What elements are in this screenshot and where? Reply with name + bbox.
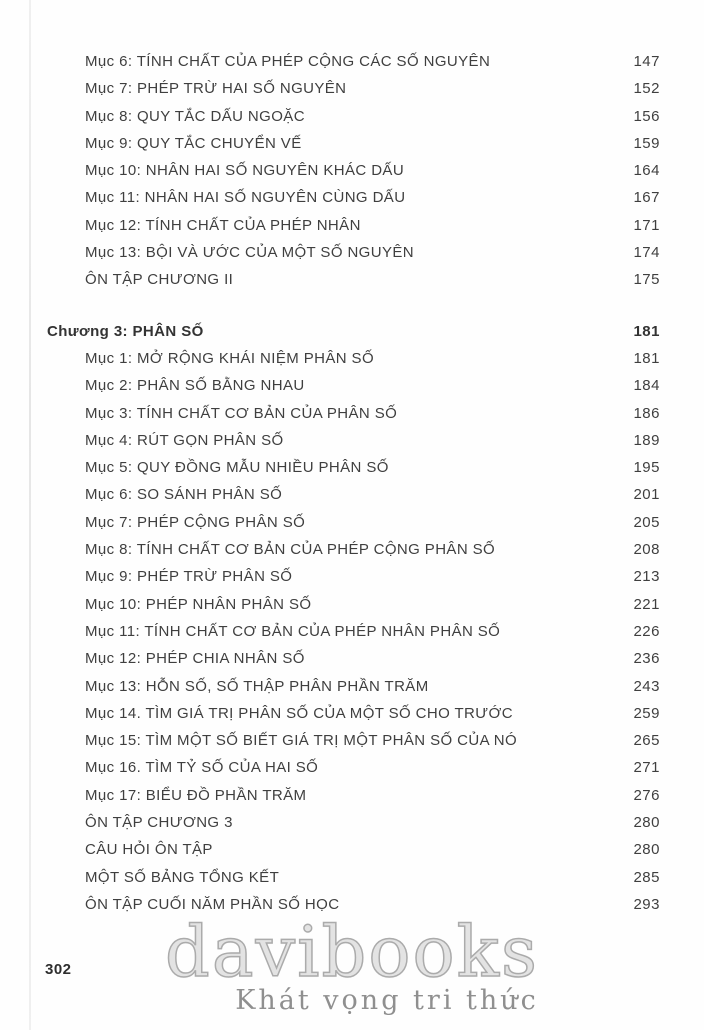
toc-entry-label: Mục 5: QUY ĐỒNG MẪU NHIỀU PHÂN SỐ <box>85 459 389 477</box>
toc-entry-page: 213 <box>633 568 660 586</box>
toc-entry-page: 159 <box>633 134 660 152</box>
toc-row <box>47 400 660 427</box>
toc-row <box>47 591 660 618</box>
watermark-slogan: Khát vọng tri thức <box>235 985 539 1016</box>
toc-entry-label: CÂU HỎI ÔN TẬP <box>85 841 213 859</box>
toc-entry-label: Mục 14. TÌM GIÁ TRỊ PHÂN SỐ CỦA MỘT SỐ CHO TRƯỚC <box>85 704 513 722</box>
toc-row <box>47 509 660 536</box>
toc-entry-label: Mục 4: RÚT GỌN PHÂN SỐ <box>85 431 284 449</box>
chapter3-heading <box>47 318 660 345</box>
toc-row <box>47 809 660 836</box>
toc-row <box>47 130 660 157</box>
toc-entry-label: Mục 15: TÌM MỘT SỐ BIẾT GIÁ TRỊ MỘT PHÂN SỐ CỦA NÓ <box>85 732 518 750</box>
toc-row <box>47 563 660 590</box>
toc-row <box>47 157 660 184</box>
toc-entry-page: 208 <box>633 541 660 559</box>
toc-entry-label: Mục 16. TÌM TỶ SỐ CỦA HAI SỐ <box>85 759 319 777</box>
toc-row <box>47 103 660 130</box>
chapter3-list <box>47 345 660 918</box>
toc-entry-label: Mục 13: BỘI VÀ ƯỚC CỦA MỘT SỐ NGUYÊN <box>85 244 415 262</box>
toc-entry-page: 280 <box>633 841 660 859</box>
toc-entry-label: Mục 3: TÍNH CHẤT CƠ BẢN CỦA PHÂN SỐ <box>85 404 398 422</box>
scan-edge-line <box>29 0 31 1030</box>
toc-entry-page: 285 <box>633 868 660 886</box>
toc-row <box>47 700 660 727</box>
toc-entry-label: Mục 6: TÍNH CHẤT CỦA PHÉP CỘNG CÁC SỐ NGUYÊN <box>85 53 491 70</box>
toc-entry-label: ÔN TẬP CHƯƠNG 3 <box>85 814 233 832</box>
toc-entry-label: MỘT SỐ BẢNG TỔNG KẾT <box>85 868 280 886</box>
toc-entry-label: Mục 13: HỖN SỐ, SỐ THẬP PHÂN PHẦN TRĂM <box>85 677 429 695</box>
toc-entry-label: Mục 2: PHÂN SỐ BẰNG NHAU <box>85 377 305 395</box>
toc-row <box>47 836 660 863</box>
toc-row <box>47 212 660 239</box>
toc-entry-page: 152 <box>633 80 660 98</box>
toc-entry-label: Mục 17: BIỂU ĐỒ PHẦN TRĂM <box>85 786 307 804</box>
toc-entry-page: 226 <box>633 622 660 640</box>
toc-row <box>47 266 660 293</box>
toc-row <box>47 48 660 75</box>
toc-entry-page: 181 <box>633 349 660 367</box>
watermark <box>0 911 704 1016</box>
toc-entry-page: 189 <box>633 431 660 449</box>
toc-entry-label: Mục 12: TÍNH CHẤT CỦA PHÉP NHÂN <box>85 216 361 234</box>
toc-row <box>47 891 660 918</box>
toc-entry-page: 186 <box>633 404 660 422</box>
toc-row <box>47 372 660 399</box>
toc-row <box>47 618 660 645</box>
toc-row <box>47 345 660 372</box>
toc-entry-label: ÔN TẬP CHƯƠNG II <box>85 271 234 289</box>
toc-row <box>47 184 660 211</box>
toc-entry-label: Mục 7: PHÉP TRỪ HAI SỐ NGUYÊN <box>85 80 347 98</box>
toc-entry-label: Mục 11: TÍNH CHẤT CƠ BẢN CỦA PHÉP NHÂN PHÂN SỐ <box>85 622 501 640</box>
toc-row <box>47 454 660 481</box>
chapter3-heading-page: 181 <box>633 322 660 340</box>
toc-row <box>47 673 660 700</box>
watermark-brand: davibooks <box>165 911 539 993</box>
toc-row <box>47 239 660 266</box>
toc-entry-page: 236 <box>633 650 660 668</box>
table-of-contents <box>47 48 660 918</box>
toc-row <box>47 782 660 809</box>
toc-entry-page: 221 <box>633 595 660 613</box>
toc-entry-label: Mục 9: QUY TẮC CHUYỂN VẾ <box>85 134 302 152</box>
toc-row <box>47 645 660 672</box>
toc-row <box>47 536 660 563</box>
toc-entry-label: Mục 10: NHÂN HAI SỐ NGUYÊN KHÁC DẤU <box>85 162 405 180</box>
toc-row <box>47 727 660 754</box>
toc-entry-label: Mục 9: PHÉP TRỪ PHÂN SỐ <box>85 568 293 586</box>
toc-entry-label: Mục 12: PHÉP CHIA NHÂN SỐ <box>85 650 305 668</box>
toc-entry-page: 167 <box>633 189 660 207</box>
toc-entry-label: Mục 1: MỞ RỘNG KHÁI NIỆM PHÂN SỐ <box>85 349 375 367</box>
toc-entry-label: Mục 10: PHÉP NHÂN PHÂN SỐ <box>85 595 312 613</box>
toc-row <box>47 864 660 891</box>
toc-row <box>47 481 660 508</box>
toc-entry-page: 265 <box>633 732 660 750</box>
toc-entry-page: 147 <box>633 53 660 70</box>
toc-row <box>47 75 660 102</box>
toc-entry-label: Mục 6: SO SÁNH PHÂN SỐ <box>85 486 283 504</box>
toc-entry-page: 175 <box>633 271 660 289</box>
toc-entry-page: 271 <box>633 759 660 777</box>
toc-entry-label: Mục 7: PHÉP CỘNG PHÂN SỐ <box>85 513 306 531</box>
chapter3-heading-label: Chương 3: PHÂN SỐ <box>47 322 204 340</box>
toc-entry-label: Mục 11: NHÂN HAI SỐ NGUYÊN CÙNG DẤU <box>85 189 406 207</box>
toc-entry-page: 171 <box>633 216 660 234</box>
toc-entry-page: 184 <box>633 377 660 395</box>
toc-entry-page: 201 <box>633 486 660 504</box>
toc-row <box>47 427 660 454</box>
toc-entry-page: 164 <box>633 162 660 180</box>
toc-entry-page: 243 <box>633 677 660 695</box>
toc-entry-label: Mục 8: TÍNH CHẤT CƠ BẢN CỦA PHÉP CỘNG PHÂN SỐ <box>85 541 496 559</box>
toc-entry-page: 293 <box>633 895 660 913</box>
toc-entry-page: 205 <box>633 513 660 531</box>
toc-entry-label: ÔN TẬP CUỐI NĂM PHẦN SỐ HỌC <box>85 895 340 913</box>
toc-entry-label: Mục 8: QUY TẮC DẤU NGOẶC <box>85 107 305 125</box>
toc-entry-page: 280 <box>633 814 660 832</box>
toc-entry-page: 195 <box>633 459 660 477</box>
page-number: 302 <box>45 961 72 978</box>
toc-entry-page: 174 <box>633 244 660 262</box>
toc-row <box>47 754 660 781</box>
chapter2-list <box>47 48 660 294</box>
toc-entry-page: 259 <box>633 704 660 722</box>
toc-entry-page: 276 <box>633 786 660 804</box>
toc-entry-page: 156 <box>633 107 660 125</box>
